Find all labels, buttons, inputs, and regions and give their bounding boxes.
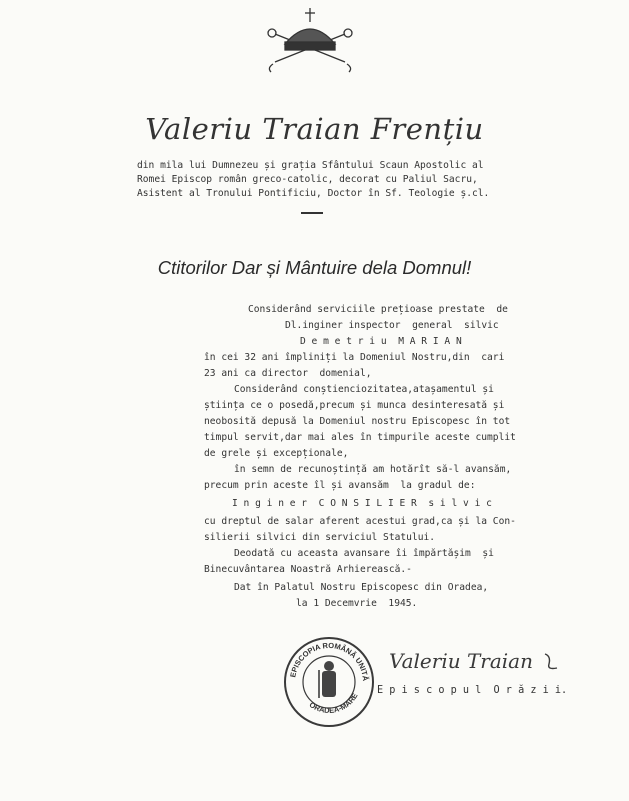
signature-text: Valeriu Traian [389, 649, 533, 673]
body-line: I n g i n e r C O N S I L I E R s i l v i c [232, 498, 492, 509]
body-line: precum prin aceste îl și avansăm la gradul de: [204, 480, 476, 491]
body-line: știința ce o posedă,precum și munca desinteresată și [204, 400, 505, 411]
body-line: 23 ani ca director domenial, [204, 368, 372, 379]
body-line: Dl.inginer inspector general silvic [285, 320, 499, 331]
body-line: Considerând serviciile prețioase prestate de [248, 304, 508, 315]
body-line: cu dreptul de salar aferent acestui grad,ca și la Con- [204, 516, 516, 527]
titulature-line: Romei Episcop român greco-catolic, decorat cu Paliul Sacru, [137, 174, 478, 185]
handwritten-signature [385, 642, 575, 682]
body-line: D e m e t r i u M A R I A N [300, 336, 462, 347]
episcopal-seal-stamp [283, 636, 375, 728]
body-line: silierii silvici din serviciul Statului. [204, 532, 436, 543]
body-line: la 1 Decemvrie 1945. [296, 598, 418, 609]
titulature-line: Asistent al Tronului Pontificiu, Doctor în Sf. Teologie ș.cl. [137, 188, 490, 199]
body-line: în semn de recunoștință am hotărît să-l avansăm, [234, 464, 512, 475]
salutation-heading: Ctitorilor Dar și Mântuire dela Domnul! [157, 257, 472, 278]
body-line: Deodată cu aceasta avansare îi împărtășim și [234, 548, 494, 559]
body-line: Binecuvântarea Noastră Arhierească.- [204, 564, 412, 575]
divider [301, 212, 323, 214]
body-line: de grele și excepționale, [204, 448, 349, 459]
bishop-name-signature: Valeriu Traian Frențiu [145, 112, 484, 146]
body-line: timpul servit,dar mai ales în timpurile aceste cumplit [204, 432, 516, 443]
seal-text-bottom: ORADEA-MARE [307, 691, 360, 715]
body-line: în cei 32 ani împliniți la Domeniul Nostru,din cari [204, 352, 505, 363]
signatory-office: E p i s c o p u l O r ă z i i. [377, 685, 568, 696]
body-line: Dat în Palatul Nostru Episcopesc din Oradea, [234, 582, 489, 593]
seal-text-top: EPISCOPIA ROMÂNĂ UNITĂ [288, 640, 371, 682]
episcopal-crest-icon [255, 4, 365, 74]
body-line: Considerând conștienciozitatea,atașamentul și [234, 384, 494, 395]
body-line: neobosită depusă la Domeniul nostru Episcopesc în tot [204, 416, 511, 427]
titulature-line: din mila lui Dumnezeu și grația Sfântului Scaun Apostolic al [137, 160, 484, 171]
